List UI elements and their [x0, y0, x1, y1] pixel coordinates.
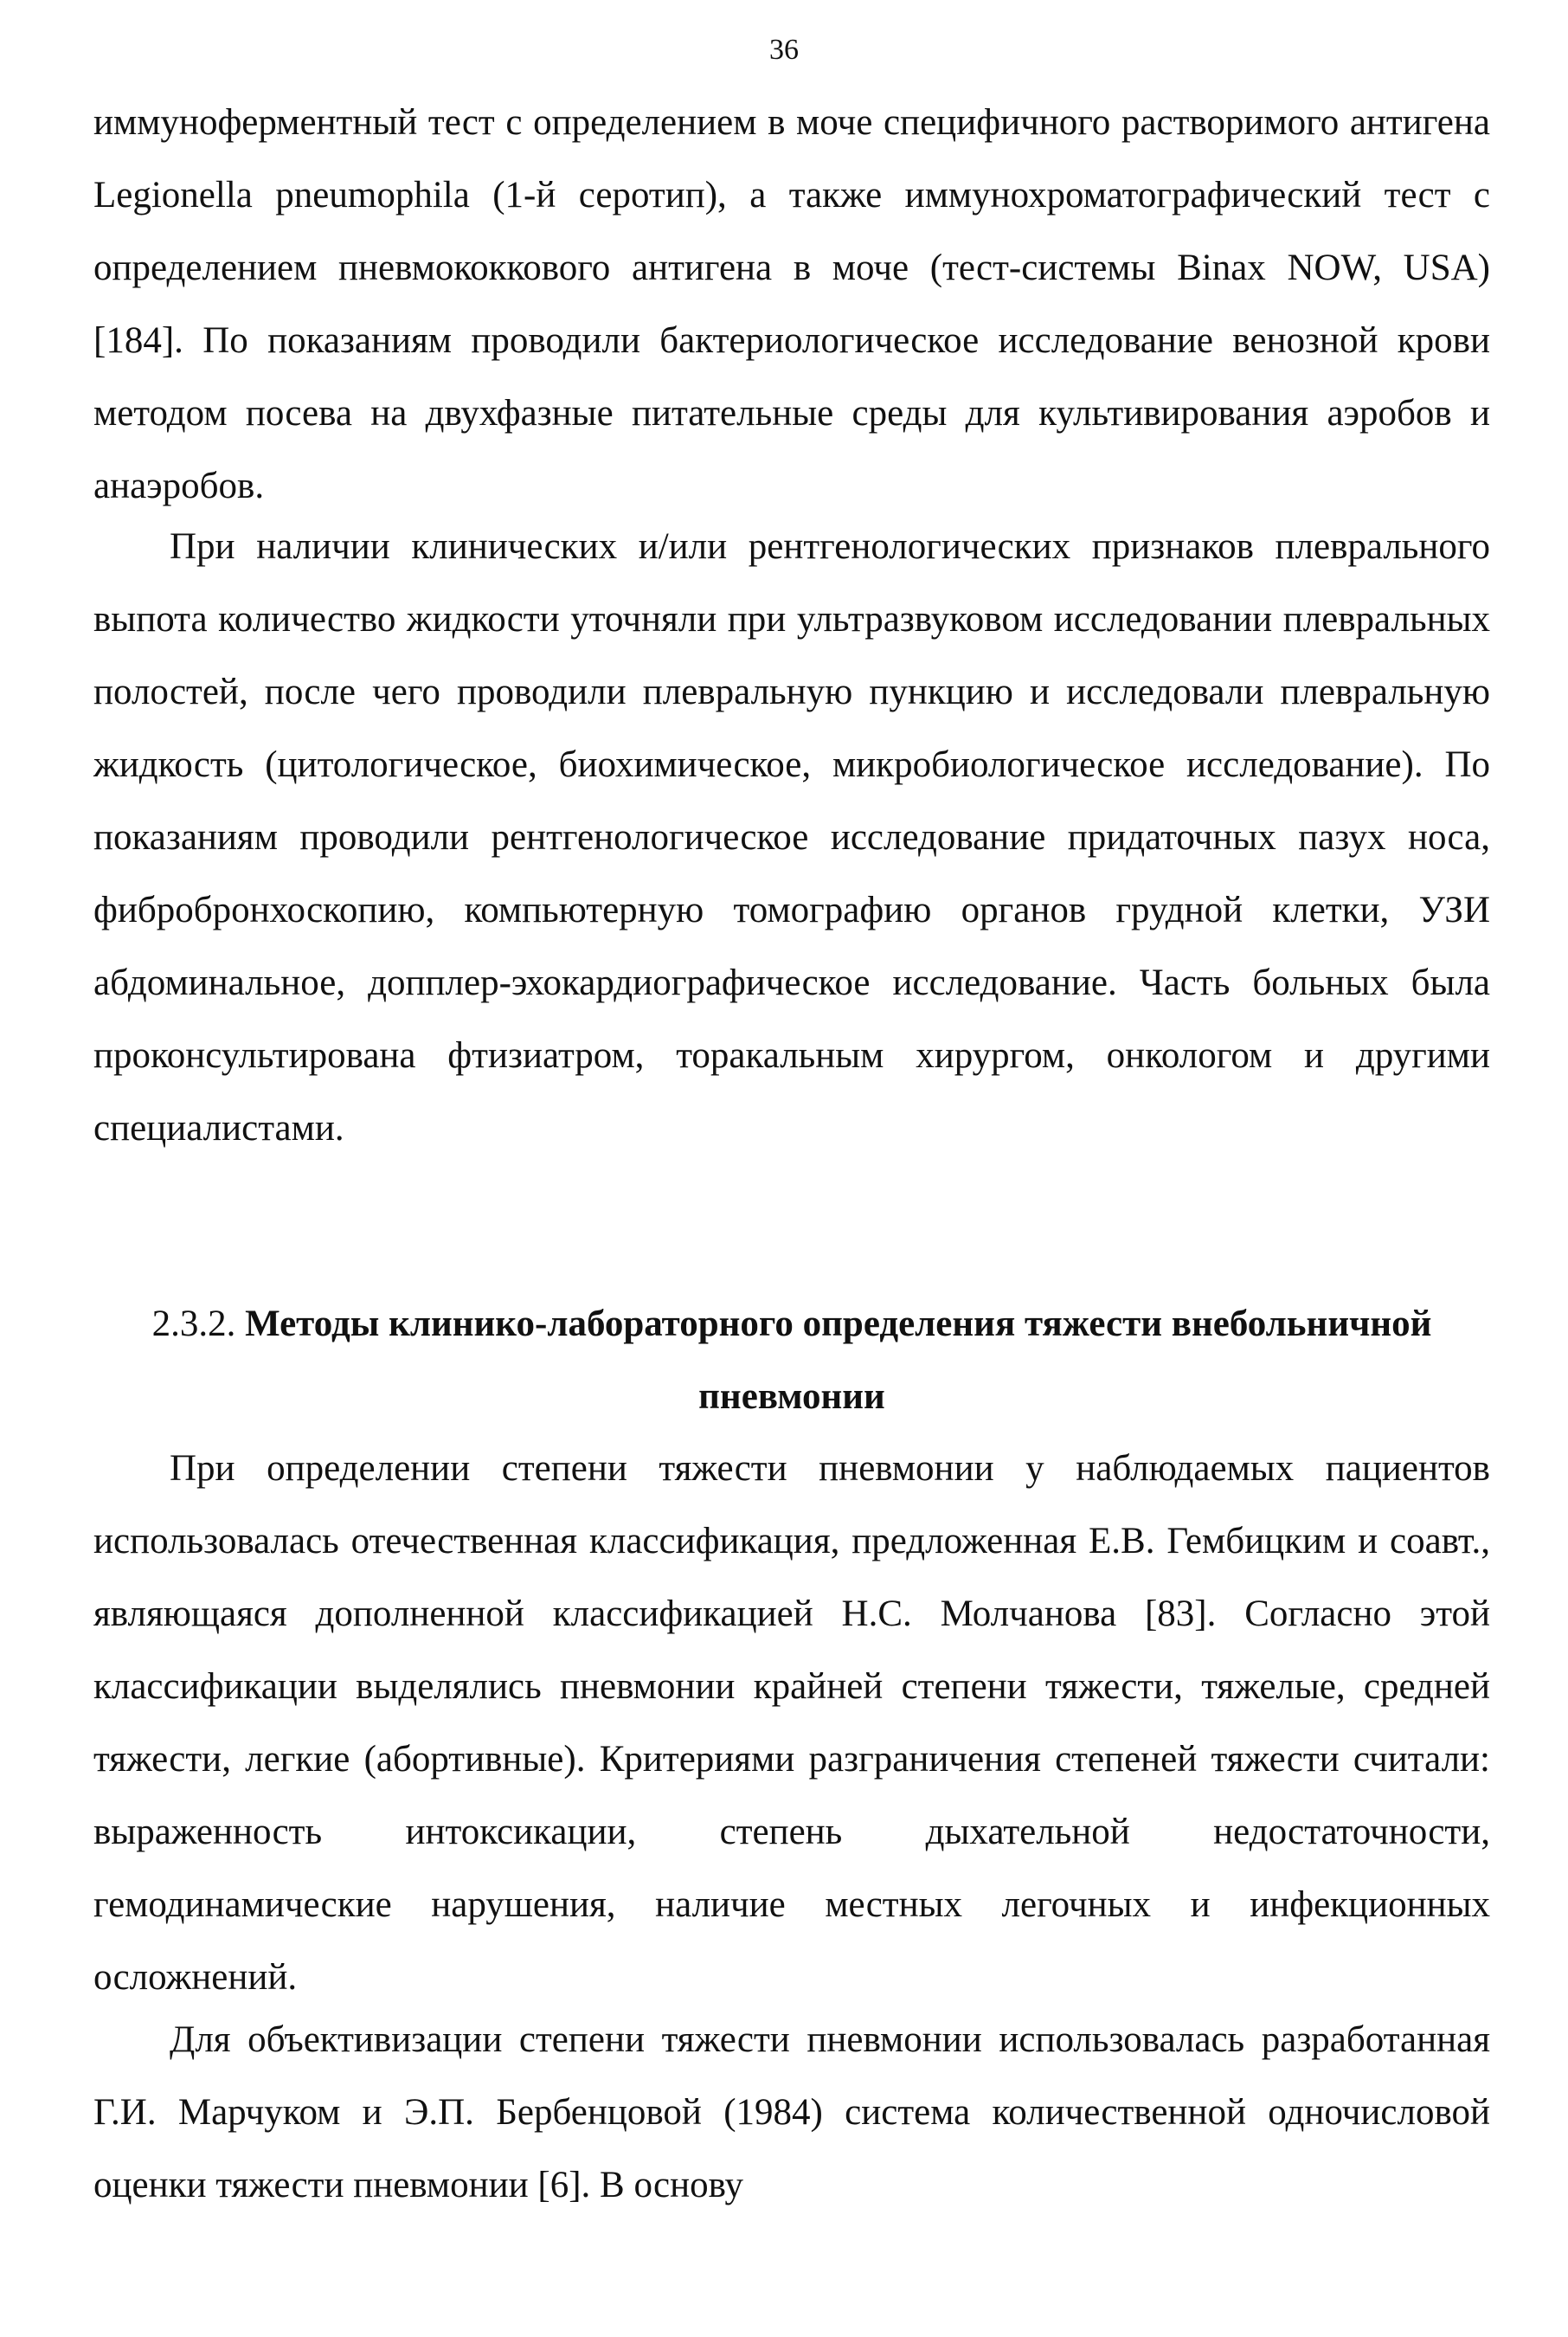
paragraph-text: При наличии клинических и/или рентгенологических признаков плеврального выпота количество жидкости уточняли при ультразвуковом исследовании плевральных полостей, после чего проводили плевральную пункцию и исследовали плевральную жидкость (цитологическое, биохимическое, микробиологическое исследование). По показаниям проводили рентгенологическое исследование придаточных пазух носа, фибробронхоскопию, компьютерную томографию органов грудной клетки, УЗИ абдоминальное, допплер-эхокардиографическое исследование. Часть больных была проконсультирована фтизиатром, торакальным хирургом, онкологом и другими специалистами.: [93, 526, 1490, 1149]
paragraph-text: При определении степени тяжести пневмонии у наблюдаемых пациентов использовалась отечественная классификация, предложенная Е.В. Гембицким и соавт., являющаяся дополненной классификацией Н.С. Молчанова [83]. Согласно этой классификации выделялись пневмонии крайней степени тяжести, тяжелые, средней тяжести, легкие (абортивные). Критериями разграничения степеней тяжести считали: выраженность интоксикации, степень дыхательной недостаточности, гемодинамические нарушения, наличие местных легочных и инфекционных осложнений.: [93, 1448, 1490, 1998]
paragraph-text: иммуноферментный тест с определением в моче специфичного растворимого антигена Legionella pneumophila (1-й серотип), а также иммунохроматографический тест с определением пневмококкового антигена в моче (тест-системы Binax NOW, USA) [184]. По показаниям проводили бактериологическое исследование венозной крови методом посева на двухфазные питательные среды для культивирования аэробов и анаэробов.: [93, 102, 1490, 506]
page-number: 36: [769, 34, 799, 66]
paragraph-severity-scoring: [93, 2004, 1490, 2222]
section-heading: [93, 1288, 1490, 1433]
paragraph-tests: [93, 87, 1490, 523]
paragraph-pleural-effusion: [93, 511, 1490, 1165]
section-title: Методы клинико-лабораторного определения тяжести внебольничной пневмонии: [245, 1304, 1432, 1417]
paragraph-text: Для объективизации степени тяжести пневмонии использовалась разработанная Г.И. Марчуком и Э.П. Бербенцовой (1984) система количественной одночисловой оценки тяжести пневмонии [6]. В основу: [93, 2019, 1490, 2205]
paragraph-severity-classification: [93, 1432, 1490, 2014]
section-number: 2.3.2.: [151, 1304, 236, 1344]
